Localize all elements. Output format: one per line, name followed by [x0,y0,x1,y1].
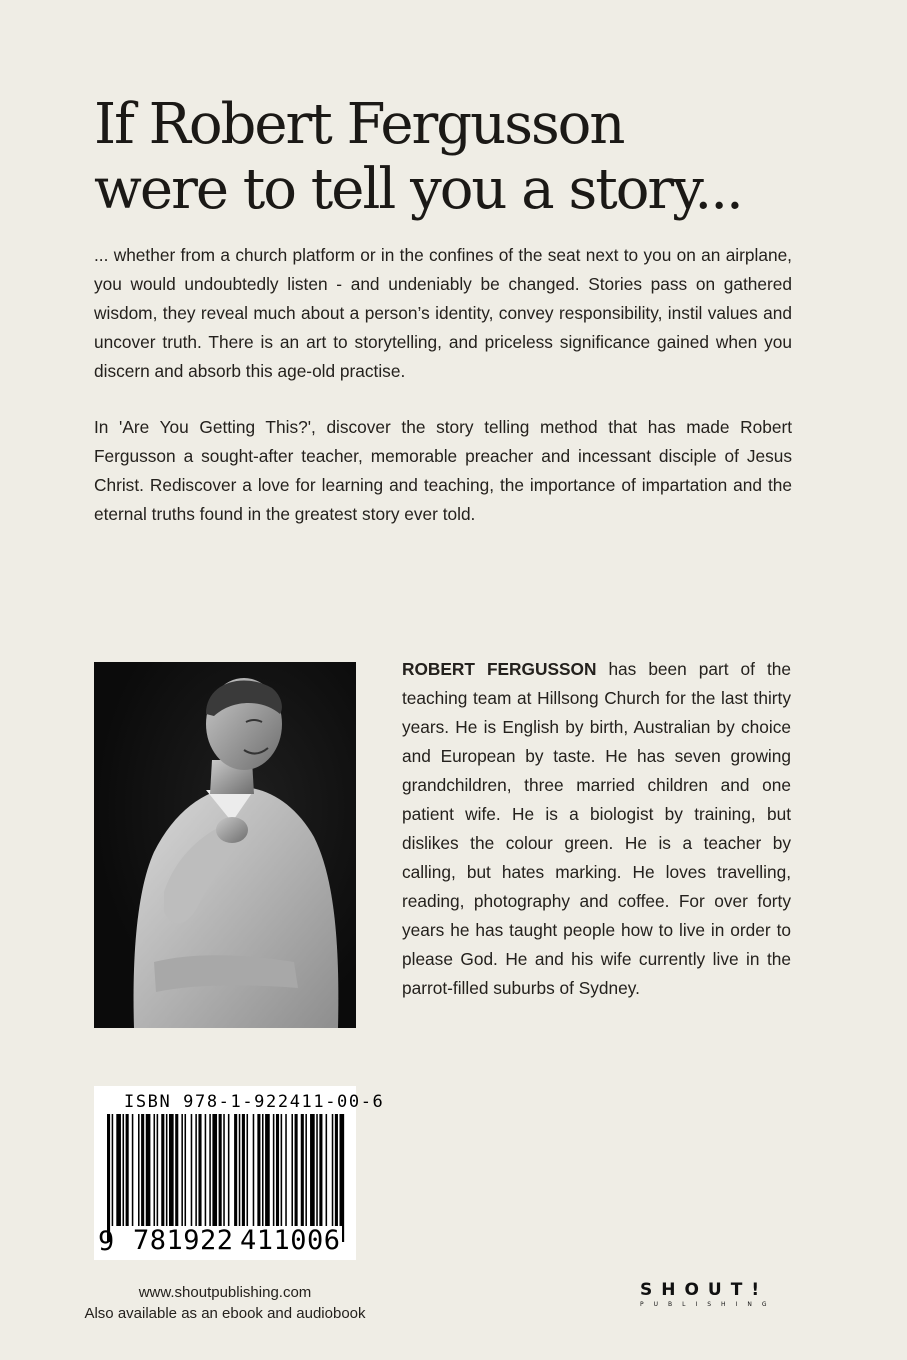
barcode-bar [247,1114,249,1226]
barcode-bar [169,1114,174,1226]
barcode-bar [195,1114,197,1226]
barcode-bar [273,1114,275,1226]
barcode-bar [335,1114,338,1226]
barcode-bar [198,1114,201,1226]
barcode-bar [154,1114,156,1226]
barcode-bar [116,1114,121,1226]
barcode-bar [234,1114,237,1226]
barcode-bar [326,1114,328,1226]
barcode-bar [262,1114,264,1226]
barcode-bar [141,1114,144,1226]
barcode-bar [175,1114,178,1226]
barcode-bar [138,1114,140,1226]
barcode-bar [107,1114,110,1242]
barcode-bar [281,1114,283,1226]
author-bio [402,655,791,1003]
author-name: ROBERT FERGUSSON [402,659,597,679]
barcode-bar [228,1114,230,1226]
barcode-bar [316,1114,318,1226]
website-link[interactable]: www.shoutpublishing.com [138,1284,312,1301]
barcode-bar [332,1114,334,1226]
barcode-bar [295,1114,298,1226]
barcode-bar [212,1114,217,1226]
headline-line-2: were to tell you a story... [94,157,742,222]
barcode-bar [265,1114,270,1226]
barcode-bar [181,1114,183,1226]
barcode-bar [209,1114,211,1226]
method-paragraph: In 'Are You Getting This?', discover the story telling method that has made Robert Fergusson a sought-after teacher, memorable preacher and incessant disciple of Jesus Christ. Rediscover a love for learning and teaching, the importance of impartation and the eternal truths found in the greatest story ever told. [94,417,792,524]
logo-sub-text: PUBLISHING [640,1301,777,1308]
barcode-bar [301,1114,304,1226]
barcode-bar [253,1114,255,1226]
barcode-bar [205,1114,207,1226]
isbn-number: ISBN 978-1-922411-00-6 [124,1092,385,1112]
headline [94,92,854,222]
author-photo [94,662,356,1028]
barcode-bars [107,1114,347,1242]
barcode-bar [242,1114,245,1226]
barcode-bar [157,1114,159,1226]
headline-line-1: If Robert Fergusson [94,92,624,157]
barcode-bar [166,1114,168,1226]
barcode-bar [285,1114,287,1226]
ean-first-digit: 9 [98,1226,115,1257]
publisher-logo [640,1280,795,1309]
barcode-bar [319,1114,322,1226]
isbn-barcode [94,1086,385,1260]
barcode-bar [305,1114,307,1226]
barcode-bar [126,1114,129,1226]
barcode-bar [132,1114,134,1226]
barcode-bar [185,1114,187,1226]
barcode-bar [223,1114,225,1242]
ean-left-group: 781922 [133,1225,234,1256]
barcode-bar [161,1114,164,1226]
logo-main-text: SHOUT! [640,1280,769,1300]
barcode-bar [219,1114,222,1226]
availability-note: Also available as an ebook and audiobook [84,1305,366,1322]
barcode-bar [257,1114,260,1226]
intro-paragraph: ... whether from a church platform or in the confines of the seat next to you on an airplane, you would undoubtedly listen - and undeniably be changed. Stories pass on gathered wisdom, they reveal much about a person’s identity, convey responsibility, instil values and uncover truth. There is an art to storytelling, and priceless significance gained when you discern and absorb this age-old practise. [94,245,792,381]
author-bio-text: has been part of the teaching team at Hillsong Church for the last thirty years. He is English by birth, Australian by choice and European by taste. He has seven growing grandchildren, three married children and one patient wife. He is a biologist by training, but dislikes the colour green. He is a teacher by calling, but hates marking. He loves travelling, reading, photography and coffee. For over forty years he has taught people how to live in order to please God. He and his wife currently live in the parrot-filled suburbs of Sydney. [402,659,791,998]
barcode-bar [191,1114,193,1226]
barcode-bar [123,1114,125,1226]
barcode-bar [112,1114,114,1226]
barcode-bar [340,1114,345,1242]
barcode-bar [291,1114,293,1226]
barcode-bar [146,1114,151,1226]
barcode-bar [310,1114,315,1226]
barcode-bar [276,1114,279,1226]
barcode-bar [239,1114,241,1226]
ean-right-group: 411006 [240,1225,341,1256]
